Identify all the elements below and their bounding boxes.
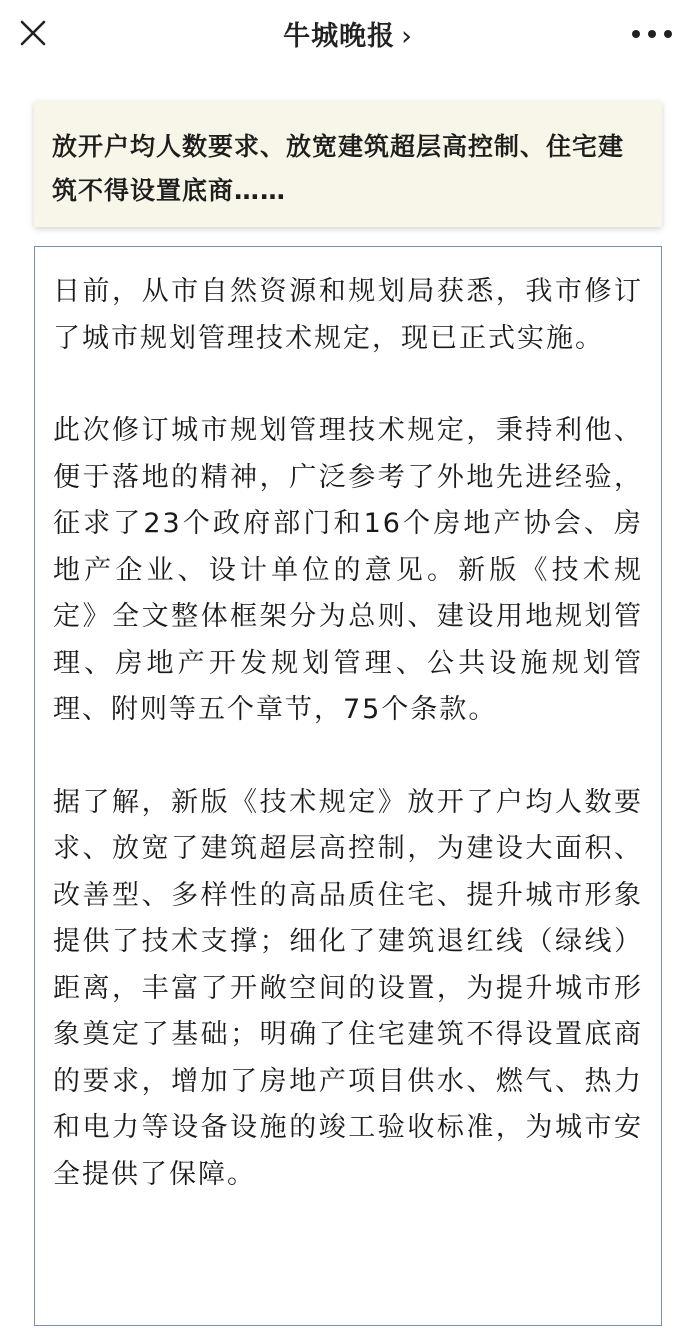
article-body — [34, 246, 662, 1326]
account-name: 牛城晚报 — [283, 21, 396, 52]
chevron-right-icon: › — [401, 21, 413, 52]
account-title-link[interactable] — [0, 14, 696, 53]
more-icon-dot — [632, 30, 640, 38]
article-paragraph: 据了解，新版《技术规定》放开了户均人数要求、放宽了建筑超层高控制，为建设大面积、改善型、多样性的高品质住宅、提升城市形象提供了技术支撑；细化了建筑退红线（绿线）距离，丰富了开敞空间的设置，为提升城市形象奠定了基础；明确了住宅建筑不得设置底商的要求，增加了房地产项目供水、燃气、热力和电力等设备设施的竣工验收标准，为城市安全提供了保障。 — [53, 786, 643, 1190]
article-paragraph: 此次修订城市规划管理技术规定，秉持利他、便于落地的精神，广泛参考了外地先进经验，征求了23个政府部门和16个房地产协会、房地产企业、设计单位的意见。新版《技术规定》全文整体框架分为总则、建设用地规划管理、房地产开发规划管理、公共设施规划管理、附则等五个章节，75个条款。 — [53, 415, 643, 725]
article-paragraph: 日前，从市自然资源和规划局获悉，我市修订了城市规划管理技术规定，现已正式实施。 — [53, 276, 643, 354]
article-summary: 放开户均人数要求、放宽建筑超层高控制、住宅建筑不得设置底商…… — [34, 101, 662, 227]
more-icon-dot — [664, 30, 672, 38]
more-button[interactable] — [632, 28, 672, 40]
more-icon-dot — [648, 30, 656, 38]
top-nav-bar — [0, 0, 696, 68]
